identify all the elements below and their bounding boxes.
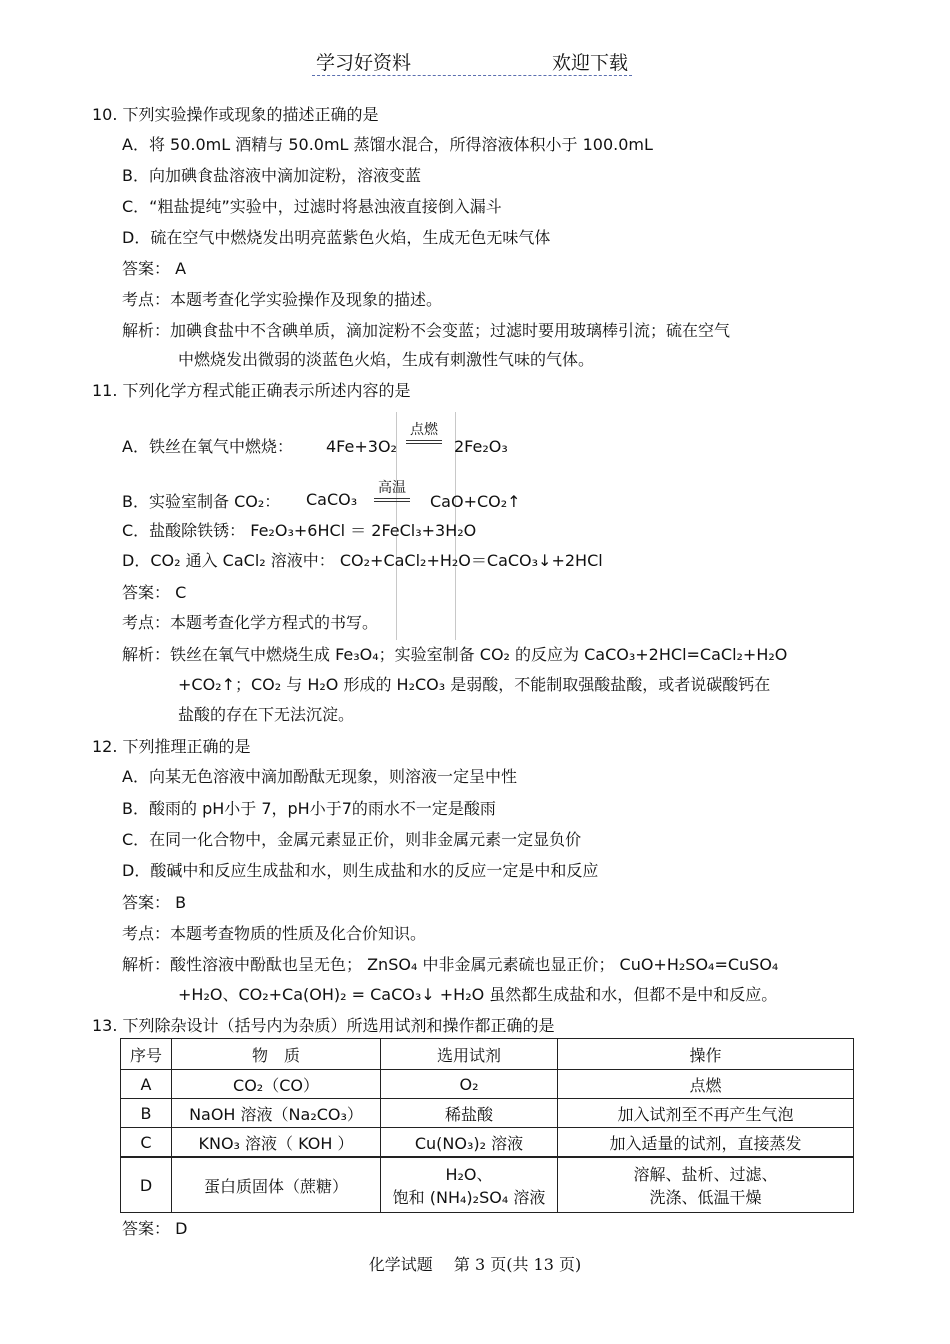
table-row [121, 1157, 854, 1213]
q11-option-a-products: 2Fe₂O₃ [454, 437, 508, 456]
q12-point: 考点：本题考查物质的性质及化合价知识。 [122, 924, 427, 943]
table-cell: KNO₃ 溶液（ KOH ） [172, 1128, 381, 1158]
table-header-cell: 选用试剂 [381, 1039, 558, 1070]
q11-option-d: D．CO₂ 通入 CaCl₂ 溶液中： CO₂+CaCl₂+H₂O＝CaCO₃↓+2HCl [122, 551, 603, 570]
condition-heat-text: 高温 [378, 480, 406, 496]
table-cell: O₂ [381, 1070, 558, 1099]
q11-option-c: C．盐酸除铁锈： Fe₂O₃+6HCl ＝ 2FeCl₃+3H₂O [122, 521, 477, 540]
table-cell: 稀盐酸 [381, 1099, 558, 1128]
q10-analysis-1: 解析：加碘食盐中不含碘单质，滴加淀粉不会变蓝；过滤时要用玻璃棒引流；硫在空气 [122, 321, 731, 340]
q10-point: 考点：本题考查化学实验操作及现象的描述。 [122, 290, 443, 309]
equals-sign [406, 440, 442, 444]
q11-option-a-condition [402, 422, 446, 444]
header-right: 欢迎下载 [551, 52, 628, 74]
q12-answer: 答案： B [122, 893, 187, 912]
q11-option-a-label: A．铁丝在氧气中燃烧： [122, 437, 293, 456]
q11-option-a-reactants: 4Fe+3O₂ [326, 437, 397, 456]
q11-option-b-label: B．实验室制备 CO₂： [122, 492, 281, 511]
table-row [121, 1070, 854, 1099]
table-cell: C [121, 1128, 172, 1158]
table-cell: CO₂（CO） [172, 1070, 381, 1099]
q12-analysis-1: 解析：酸性溶液中酚酞也呈无色； ZnSO₄ 中非金属元素硫也显正价； CuO+H₂SO₄=CuSO₄ [122, 955, 779, 974]
q11-option-b-condition [370, 480, 414, 502]
q12-option-d: D．酸碱中和反应生成盐和水，则生成盐和水的反应一定是中和反应 [122, 861, 599, 880]
q11-analysis-3: 盐酸的存在下无法沉淀。 [178, 705, 355, 724]
table-cell: 点燃 [558, 1070, 854, 1099]
table-cell: B [121, 1099, 172, 1128]
q11-stem: 11. 下列化学方程式能正确表示所述内容的是 [92, 381, 411, 400]
q10-option-d: D．硫在空气中燃烧发出明亮蓝紫色火焰，生成无色无味气体 [122, 228, 551, 247]
q12-option-a: A．向某无色溶液中滴加酚酞无现象，则溶液一定呈中性 [122, 767, 517, 786]
table-header-cell: 物 质 [172, 1039, 381, 1070]
table-cell: A [121, 1070, 172, 1099]
table-header-row [121, 1039, 854, 1070]
page-footer: 化学试题 第 3 页(共 13 页) [368, 1255, 582, 1274]
table-header-cell: 操作 [558, 1039, 854, 1070]
q11-option-b-products: CaO+CO₂↑ [430, 492, 521, 511]
q10-option-b: B．向加碘食盐溶液中滴加淀粉，溶液变蓝 [122, 166, 421, 185]
table-cell: NaOH 溶液（Na₂CO₃） [172, 1099, 381, 1128]
table-cell: 加入试剂至不再产生气泡 [558, 1099, 854, 1128]
q12-stem: 12. 下列推理正确的是 [92, 737, 251, 756]
q11-analysis-1: 解析：铁丝在氧气中燃烧生成 Fe₃O₄；实验室制备 CO₂ 的反应为 CaCO₃+2HCl=CaCl₂+H₂O [122, 645, 788, 664]
q13-answer: 答案： D [122, 1219, 188, 1238]
q12-option-b: B．酸雨的 pH小于 7，pH小于7的雨水不一定是酸雨 [122, 799, 496, 818]
q11-point: 考点：本题考查化学方程式的书写。 [122, 613, 379, 632]
q10-option-a: A．将 50.0mL 酒精与 50.0mL 蒸馏水混合，所得溶液体积小于 100.0mL [122, 135, 653, 154]
table-cell: D [121, 1157, 172, 1213]
q10-answer: 答案： A [122, 259, 187, 278]
table-cell: 加入适量的试剂，直接蒸发 [558, 1128, 854, 1158]
table-row [121, 1128, 854, 1158]
q11-answer: 答案： C [122, 583, 187, 602]
q10-option-c: C．“粗盐提纯”实验中，过滤时将悬浊液直接倒入漏斗 [122, 197, 502, 216]
q12-option-c: C．在同一化合物中，金属元素显正价，则非金属元素一定显负价 [122, 830, 582, 849]
q13-stem: 13. 下列除杂设计（括号内为杂质）所选用试剂和操作都正确的是 [92, 1016, 555, 1035]
table-cell: 蛋白质固体（蔗糖） [172, 1157, 381, 1213]
q11-analysis-2: +CO₂↑；CO₂ 与 H₂O 形成的 H₂CO₃ 是弱酸，不能制取强酸盐酸，或者说碳酸钙在 [178, 675, 771, 694]
q10-stem: 10. 下列实验操作或现象的描述正确的是 [92, 105, 379, 124]
q10-analysis-2: 中燃烧发出微弱的淡蓝色火焰，生成有刺激性气味的气体。 [178, 350, 595, 369]
condition-ignite-text: 点燃 [410, 422, 438, 438]
table-row [121, 1099, 854, 1128]
table-header-cell: 序号 [121, 1039, 172, 1070]
equals-sign [374, 498, 410, 502]
q13-table [120, 1038, 854, 1213]
q11-option-b-reactants: CaCO₃ [306, 490, 358, 509]
header-left: 学习好资料 [316, 52, 412, 74]
table-cell-multiline: 溶解、盐析、过滤、 洗涤、低温干燥 [558, 1157, 854, 1213]
table-cell: Cu(NO₃)₂ 溶液 [381, 1128, 558, 1158]
page-header [312, 44, 632, 76]
table-cell-multiline: H₂O、 饱和 (NH₄)₂SO₄ 溶液 [381, 1157, 558, 1213]
q12-analysis-2: +H₂O、CO₂+Ca(OH)₂ = CaCO₃↓ +H₂O 虽然都生成盐和水，但都不是中和反应。 [178, 985, 778, 1004]
header-dashed-rule [312, 75, 632, 76]
